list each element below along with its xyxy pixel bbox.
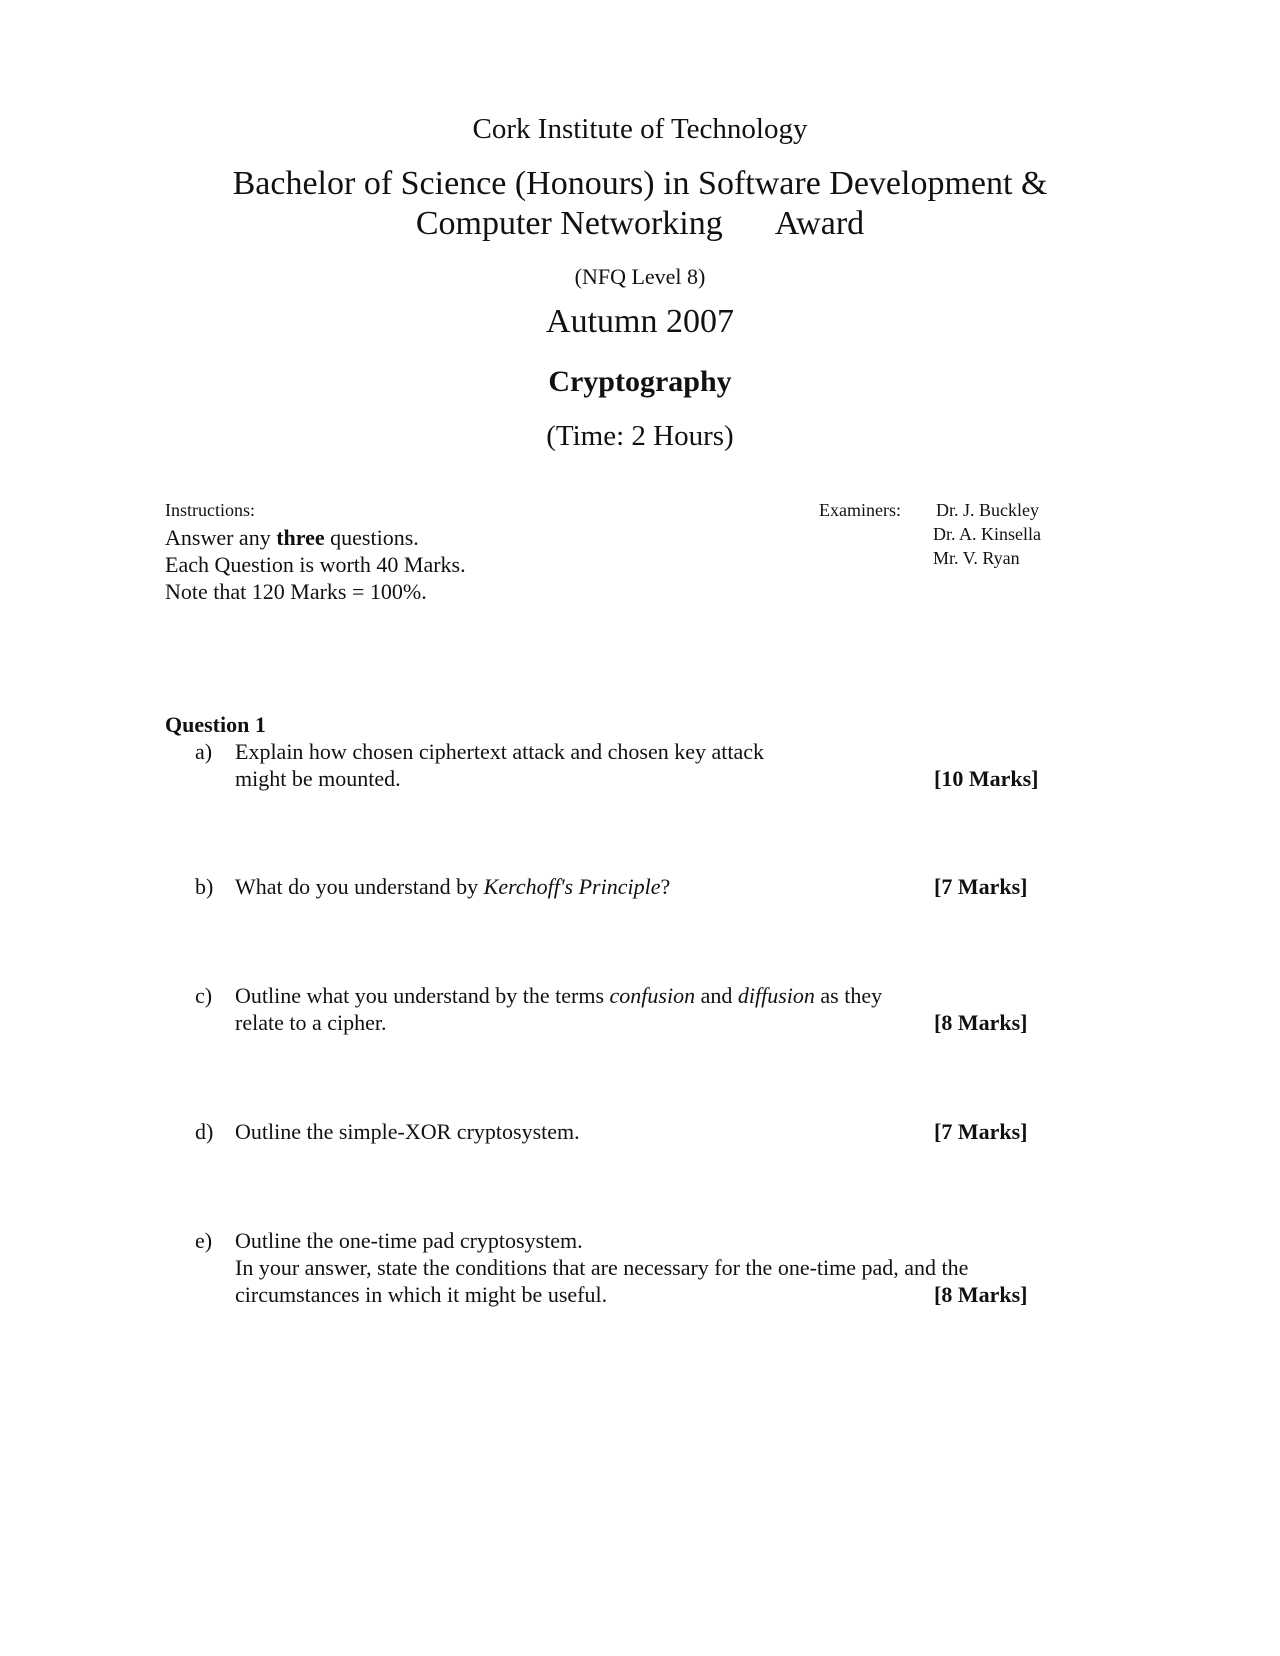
- programme-title-line1: Bachelor of Science (Honours) in Software Development &: [232, 165, 1048, 202]
- nfq-level: (NFQ Level 8): [574, 264, 706, 289]
- programme-title-line2: [0, 205, 1280, 243]
- part-b-text-italic: Kerchoff's Principle: [483, 874, 661, 899]
- part-c-letter: c): [195, 983, 213, 1008]
- part-b-text: [235, 874, 670, 900]
- part-b-text-pre: What do you understand by: [235, 874, 484, 899]
- part-e-line2: In your answer, state the conditions that are necessary for the one-time pad, and the: [235, 1255, 969, 1280]
- part-a-line1: Explain how chosen ciphertext attack and chosen key attack: [235, 739, 765, 764]
- part-a-line2: might be mounted.: [235, 766, 401, 791]
- part-c-line1-post: as they: [814, 983, 883, 1008]
- examiner-name: Mr. V. Ryan: [933, 548, 1020, 568]
- part-a-marks: [10 Marks]: [934, 766, 1039, 791]
- part-e-line3: circumstances in which it might be useful.: [235, 1282, 608, 1307]
- part-c-confusion: confusion: [609, 983, 696, 1008]
- part-c-marks: [8 Marks]: [934, 1010, 1028, 1035]
- programme-title-line2-name: Computer Networking: [415, 205, 723, 242]
- question-1-title: Question 1: [165, 712, 266, 737]
- part-c-diffusion: diffusion: [737, 983, 815, 1008]
- programme-title-line2-award: Award: [774, 205, 865, 242]
- instruction-line-2: Each Question is worth 40 Marks.: [165, 552, 466, 577]
- part-c-line2: relate to a cipher.: [235, 1010, 387, 1035]
- subject-title: Cryptography: [548, 365, 732, 398]
- examiners-label: Examiners:: [819, 500, 901, 520]
- part-d-marks: [7 Marks]: [934, 1119, 1028, 1144]
- instruction-line-3: Note that 120 Marks = 100%.: [165, 579, 427, 604]
- instruction-line-1-bold: three: [276, 525, 325, 550]
- part-c-line1: [235, 983, 882, 1009]
- part-b-letter: b): [195, 874, 214, 899]
- part-e-marks: [8 Marks]: [934, 1282, 1028, 1307]
- part-d-letter: d): [195, 1119, 214, 1144]
- instructions-heading: Instructions:: [165, 500, 255, 520]
- instruction-line-1-post: questions.: [324, 525, 419, 550]
- part-d-text: Outline the simple-XOR cryptosystem.: [235, 1119, 580, 1144]
- part-b-marks: [7 Marks]: [934, 874, 1028, 899]
- part-a-letter: a): [195, 739, 213, 764]
- part-e-letter: e): [195, 1228, 213, 1253]
- part-c-line1-mid: and: [695, 983, 738, 1008]
- part-c-line1-pre: Outline what you understand by the terms: [235, 983, 610, 1008]
- part-b-text-post: ?: [660, 874, 671, 899]
- exam-session: Autumn 2007: [546, 303, 734, 340]
- institution-name: Cork Institute of Technology: [472, 113, 808, 145]
- part-e-line1: Outline the one-time pad cryptosystem.: [235, 1228, 583, 1253]
- instruction-line-1: [165, 525, 419, 551]
- examiner-name: Dr. A. Kinsella: [933, 524, 1041, 544]
- exam-duration: (Time: 2 Hours): [546, 420, 734, 452]
- instruction-line-1-pre: Answer any: [165, 525, 277, 550]
- examiner-name: Dr. J. Buckley: [936, 500, 1039, 520]
